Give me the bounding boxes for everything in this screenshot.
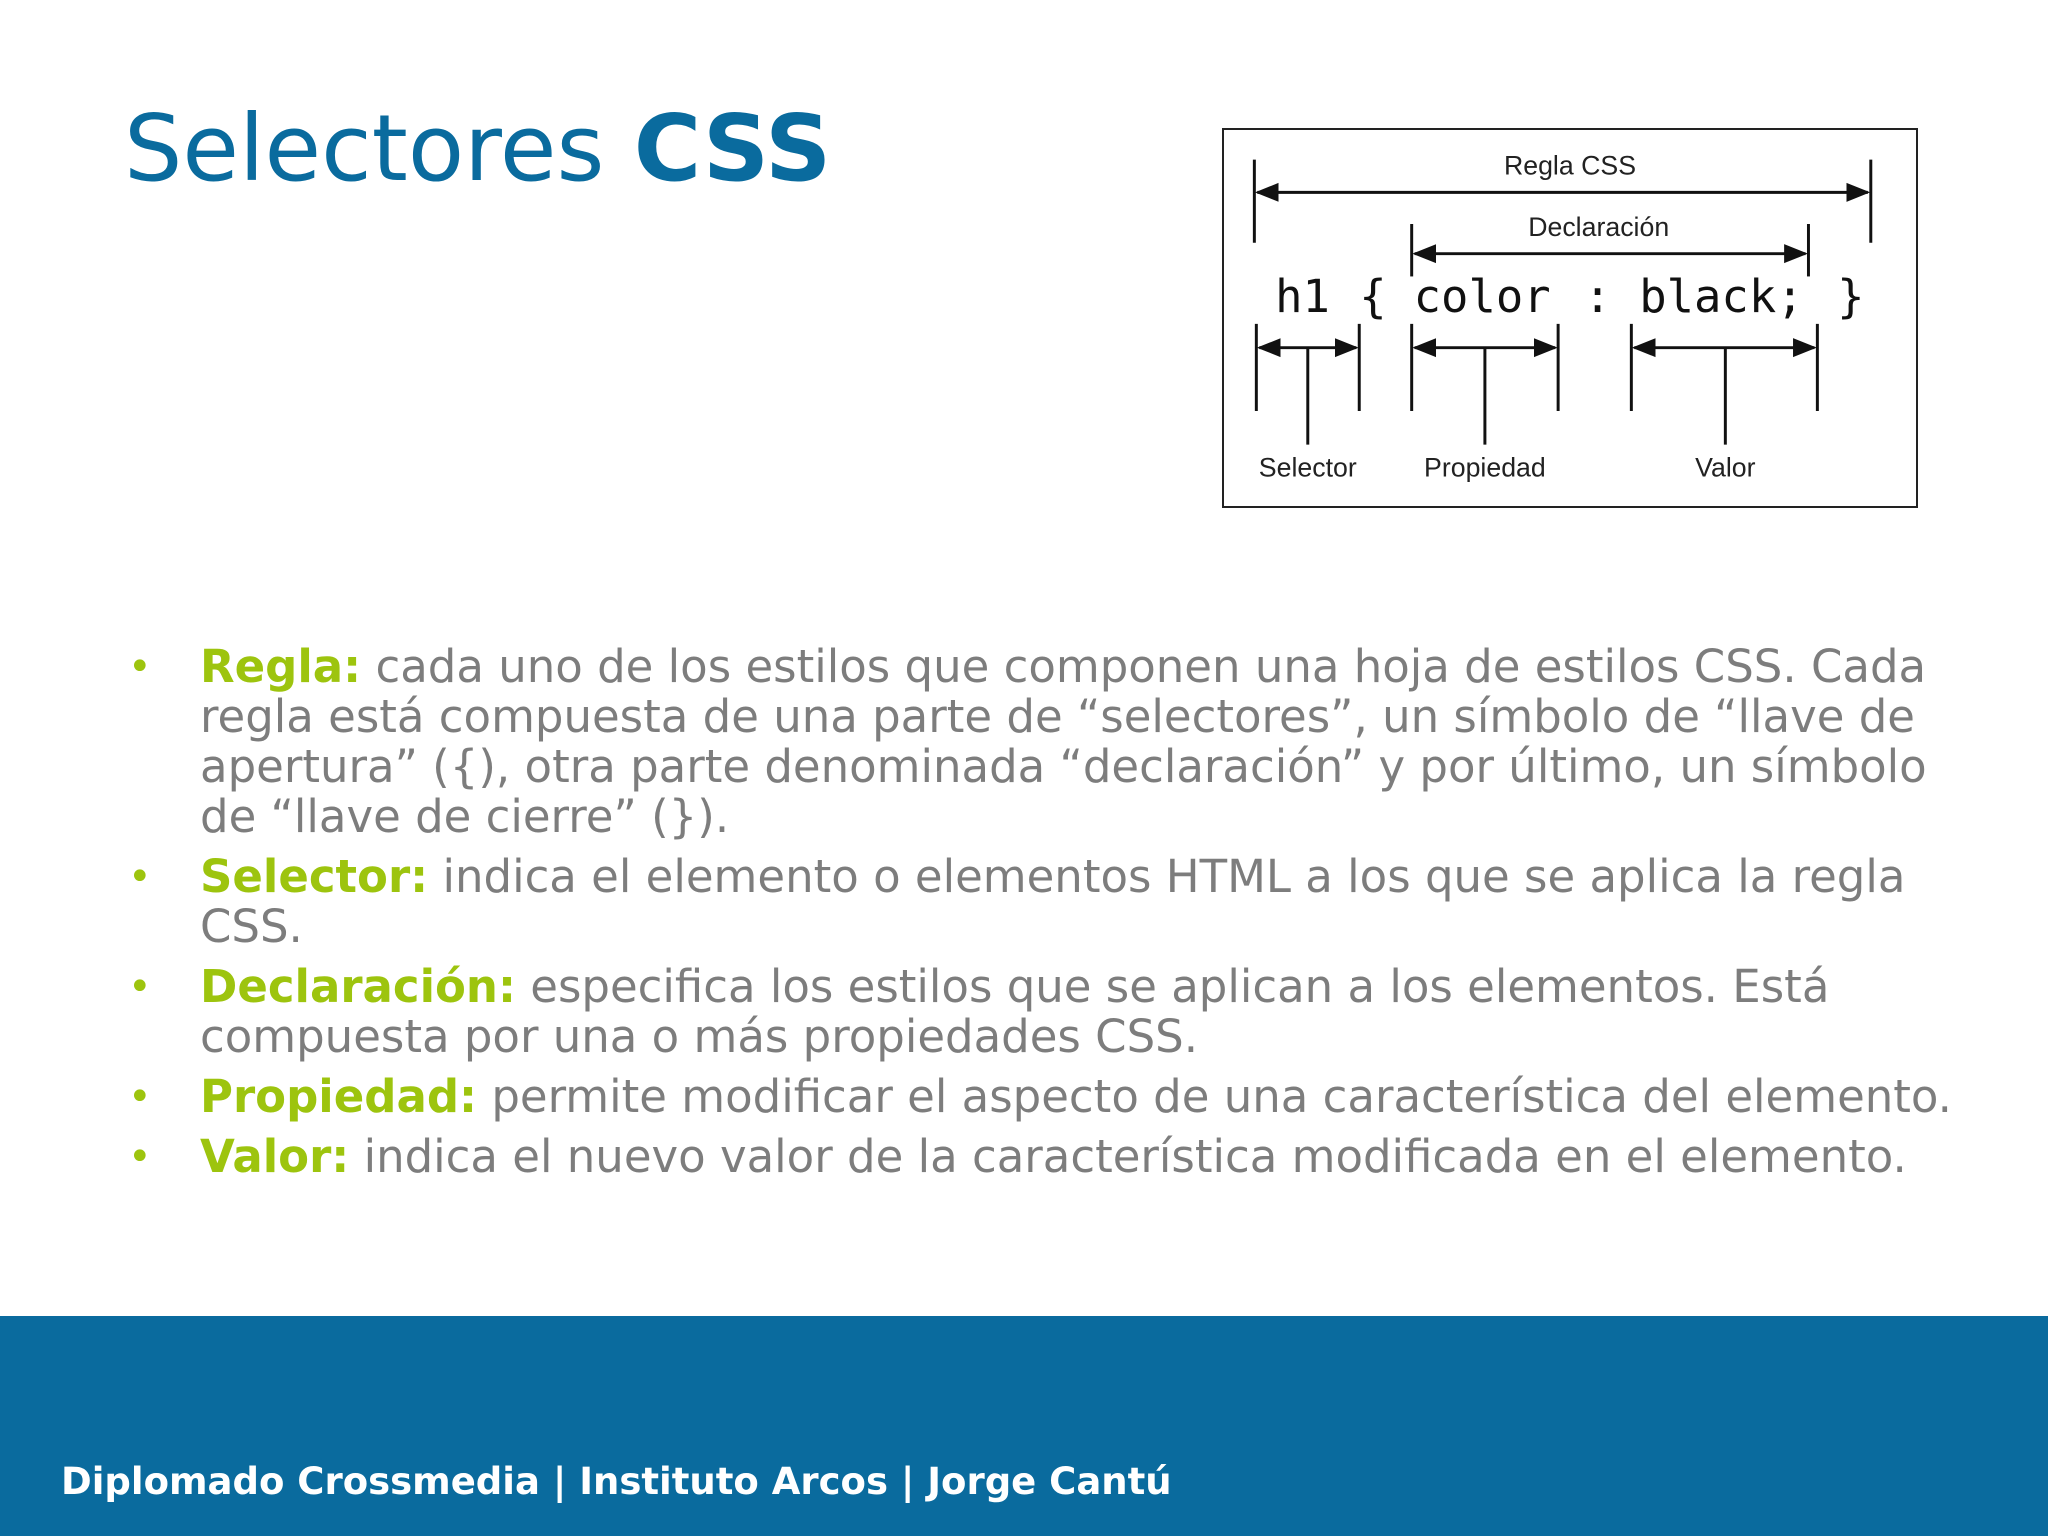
css-rule-diagram-svg <box>1224 130 1916 506</box>
term-selector: Selector: <box>200 850 429 903</box>
property-label: Propiedad <box>1424 452 1546 483</box>
slide-title <box>124 95 832 202</box>
term-declaracion: Declaración: <box>200 960 516 1013</box>
code-close-brace: } <box>1837 270 1865 324</box>
term-propiedad: Propiedad: <box>200 1070 478 1123</box>
code-value: black; <box>1639 270 1804 324</box>
list-item-selector <box>124 852 1954 952</box>
footer-credits: Diplomado Crossmedia | Instituto Arcos | Jorge Cantú <box>61 1460 1172 1503</box>
definition-selector: indica el elemento o elementos HTML a los que se aplica la regla CSS. <box>200 850 1906 953</box>
list-item-propiedad <box>124 1072 1954 1122</box>
code-open-brace: { <box>1359 270 1387 324</box>
list-item-valor <box>124 1132 1954 1182</box>
css-rule-diagram <box>1222 128 1918 508</box>
bullet-dot: • <box>128 854 152 900</box>
code-selector: h1 <box>1275 270 1330 324</box>
definition-list <box>124 642 1954 1192</box>
title-main: Selectores <box>124 95 605 202</box>
declaration-label: Declaración <box>1528 211 1670 242</box>
definition-regla: cada uno de los estilos que componen una hoja de estilos CSS. Cada regla está compuesta de una parte de “selectores”, un símbolo de “llave de apertura” ({), otra parte denominada “declaración” y por último, un símbolo de “llave de cierre” (}). <box>200 640 1927 843</box>
term-valor: Valor: <box>200 1130 350 1183</box>
rule-label: Regla CSS <box>1503 150 1637 181</box>
code-property: color <box>1413 270 1551 324</box>
bullet-dot: • <box>128 644 152 690</box>
title-bold: CSS <box>633 95 832 202</box>
bullet-dot: • <box>128 964 152 1010</box>
footer-bar <box>0 1316 2048 1536</box>
list-item-declaracion <box>124 962 1954 1062</box>
definition-valor: indica el nuevo valor de la característica modificada en el elemento. <box>349 1130 1907 1183</box>
value-label: Valor <box>1695 452 1756 483</box>
definition-declaracion: especifica los estilos que se aplican a los elementos. Está compuesta por una o más propiedades CSS. <box>200 960 1830 1063</box>
bullet-dot: • <box>128 1134 152 1180</box>
definition-propiedad: permite modificar el aspecto de una característica del elemento. <box>477 1070 1952 1123</box>
selector-label: Selector <box>1258 452 1357 483</box>
bullet-dot: • <box>128 1074 152 1120</box>
code-colon: : <box>1583 270 1612 324</box>
term-regla: Regla: <box>200 640 362 693</box>
list-item-regla <box>124 642 1954 842</box>
